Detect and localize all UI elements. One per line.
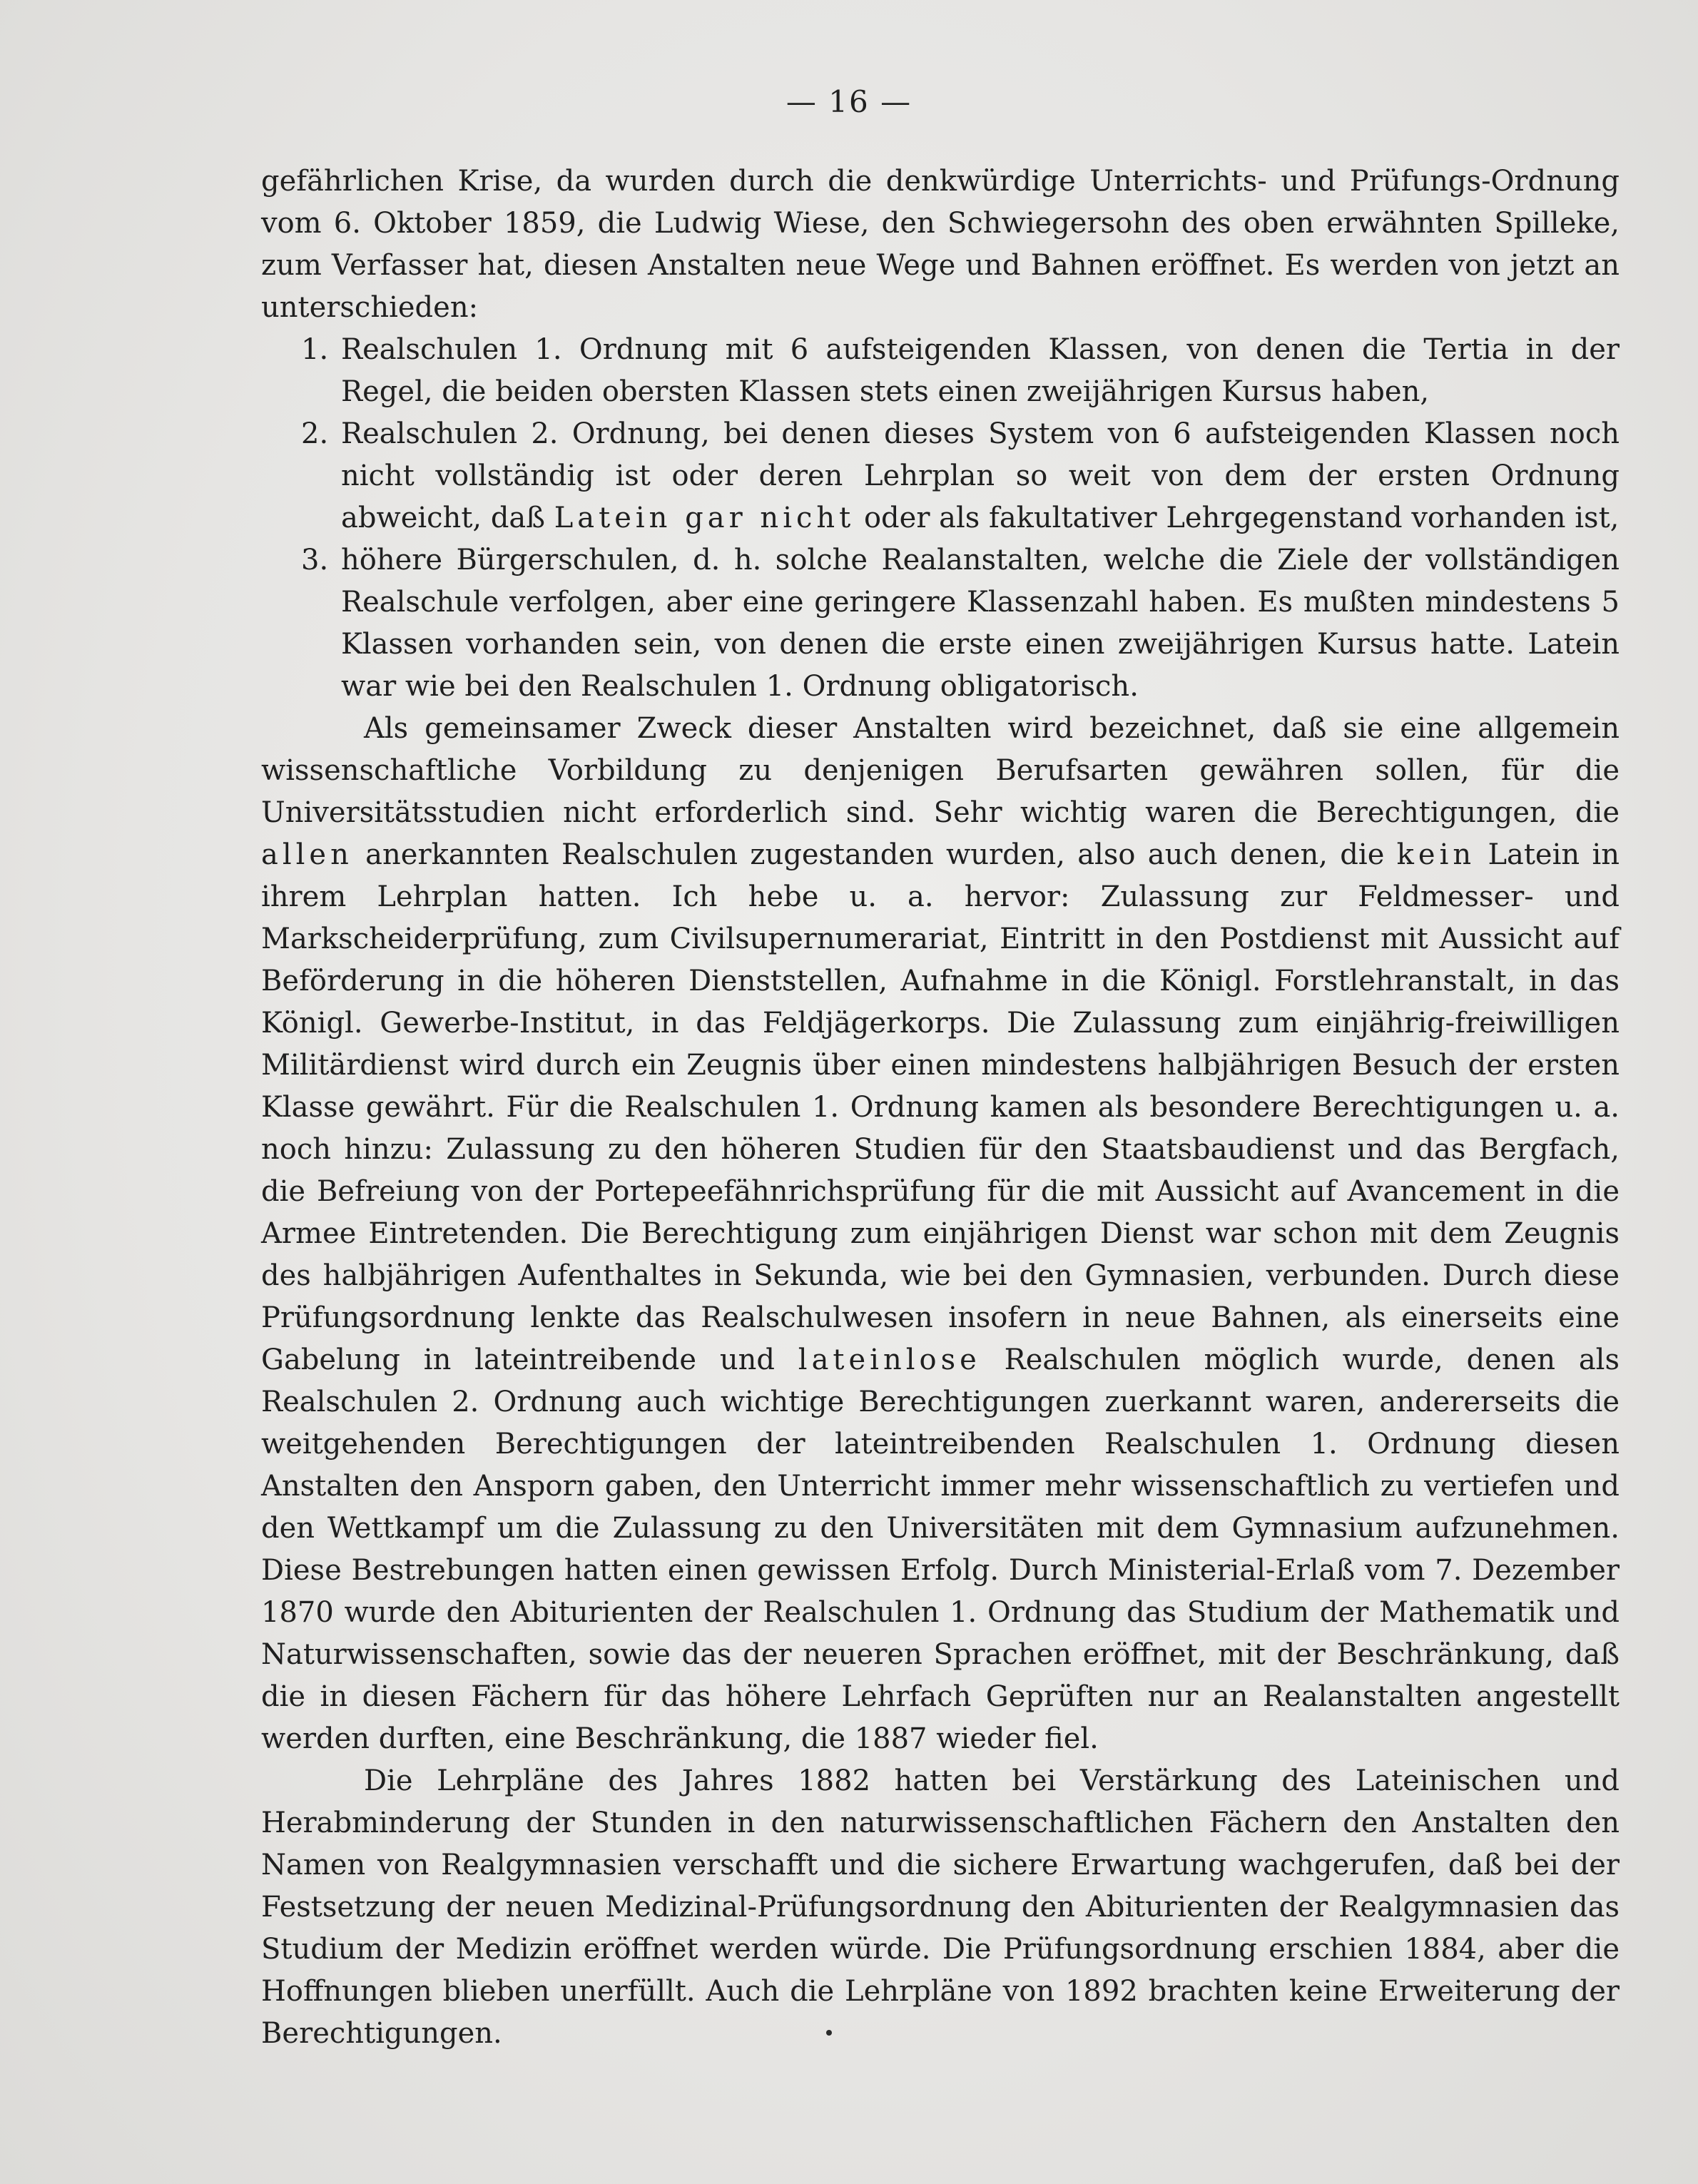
list-item bbox=[261, 539, 1620, 708]
emphasized-text: allen bbox=[261, 838, 353, 871]
emphasized-text: kein bbox=[1396, 838, 1476, 871]
list-item-text: oder als fakultativer Lehrgegenstand vorhanden ist, bbox=[863, 502, 1620, 534]
list-item-text: Realschulen 2. Ordnung, bei denen dieses System von 6 aufsteigenden Klassen noch nicht vollständig ist oder deren Lehrplan so weit von dem der ersten Ordnung abweicht, daß bbox=[341, 417, 1620, 534]
emphasized-text: lateinlose bbox=[798, 1344, 981, 1376]
paragraph-text: Als gemeinsamer Zweck dieser Anstalten wird bezeichnet, daß sie eine allgemein wissenschaftliche Vorbildung zu denjenigen Berufsarten gewähren sollen, für die Universitätsstudien nicht erforderlich sind. Sehr wichtig waren die Berechtigungen, die bbox=[261, 712, 1620, 829]
paragraph bbox=[261, 708, 1620, 1760]
paragraph-text: Realschulen möglich wurde, denen als Realschulen 2. Ordnung auch wichtige Berechtigungen zuerkannt waren, andererseits die weitgehenden Berechtigungen der lateintreibenden Realschulen 1. Ordnung diesen Anstalten den Ansporn gaben, den Unterricht immer mehr wissenschaftlich zu vertiefen und den Wettkampf um die Zulassung zu den Universitäten mit dem Gymnasium aufzunehmen. Diese Bestrebungen hatten einen gewissen Erfolg. Durch Ministerial-Erlaß vom 7. Dezember 1870 wurde den Abiturienten der Realschulen 1. Ordnung das Studium der Mathematik und Naturwissenschaften, sowie das der neueren Sprachen eröffnet, mit der Beschränkung, daß die in diesen Fächern für das höhere Lehrfach Geprüften nur an Realanstalten angestellt werden durften, eine Beschränkung, die 1887 wieder fiel. bbox=[261, 1344, 1620, 1755]
list-item-text: höhere Bürgerschulen, d. h. solche Realanstalten, welche die Ziele der vollständigen Realschule verfolgen, aber eine geringere Klassenzahl haben. Es mußten mindestens 5 Klassen vorhanden sein, von denen die erste einen zweijährigen Kursus hatte. Latein war wie bei den Realschulen 1. Ordnung obligatorisch. bbox=[341, 544, 1620, 703]
list-item-number: 3. bbox=[301, 544, 329, 577]
ink-speck bbox=[826, 2030, 832, 2036]
paragraph-text: anerkannten Realschulen zugestanden wurden, also auch denen, die bbox=[365, 838, 1385, 871]
body-text bbox=[261, 161, 1620, 2055]
list-item-number: 1. bbox=[301, 333, 329, 366]
list-item bbox=[261, 329, 1620, 413]
paragraph-text: Latein in ihrem Lehrplan hatten. Ich hebe u. a. hervor: Zulassung zur Feldmesser- und Markscheiderprüfung, zum Civilsupernumerariat, Eintritt in den Postdienst mit Aussicht auf Beförderung in die höheren Dienststellen, Aufnahme in die Königl. Forstlehranstalt, in das Königl. Gewerbe-Institut, in das Feldjägerkorps. Die Zulassung zum einjährig-freiwilligen Militärdienst wird durch ein Zeugnis über einen mindestens halbjährigen Besuch der ersten Klasse gewährt. Für die Realschulen 1. Ordnung kamen als besondere Berechtigungen u. a. noch hinzu: Zulassung zu den höheren Studien für den Staatsbaudienst und das Bergfach, die Befreiung von der Portepeefähnrichsprüfung für die mit Aussicht auf Avancement in die Armee Eintretenden. Die Berechtigung zum einjährigen Dienst war schon mit dem Zeugnis des halbjährigen Aufenthaltes in Sekunda, wie bei den Gymnasien, verbunden. Durch diese Prüfungsordnung lenkte das Realschulwesen insofern in neue Bahnen, als einerseits eine Gabelung in lateintreibende und bbox=[261, 838, 1620, 1376]
list-item bbox=[261, 413, 1620, 539]
school-types-list bbox=[261, 329, 1620, 708]
list-item-number: 2. bbox=[301, 417, 329, 450]
page-number: — 16 — bbox=[786, 84, 912, 119]
paragraph: Die Lehrpläne des Jahres 1882 hatten bei Verstärkung des Lateinischen und Herabminderung der Stunden in den naturwissenschaftlichen Fächern den Anstalten den Namen von Realgymnasien verschafft und die sichere Erwartung wachgerufen, daß bei der Festsetzung der neuen Medizinal-Prüfungsordnung den Abiturienten der Realgymnasien das Studium der Medizin eröffnet werden würde. Die Prüfungsordnung erschien 1884, aber die Hoffnungen blieben unerfüllt. Auch die Lehrpläne von 1892 brachten keine Erweiterung der Berechtigungen. bbox=[261, 1764, 1620, 2050]
list-item-text: Realschulen 1. Ordnung mit 6 aufsteigenden Klassen, von denen die Tertia in der Regel, die beiden obersten Klassen stets einen zweijährigen Kursus haben, bbox=[341, 333, 1620, 408]
intro-paragraph: gefährlichen Krise, da wurden durch die denkwürdige Unterrichts- und Prüfungs-Ordnung vom 6. Oktober 1859, die Ludwig Wiese, den Schwiegersohn des oben erwähnten Spilleke, zum Verfasser hat, diesen Anstalten neue Wege und Bahnen eröffnet. Es werden von jetzt an unterschieden: bbox=[261, 165, 1620, 324]
emphasized-text: Latein gar nicht bbox=[554, 502, 855, 534]
